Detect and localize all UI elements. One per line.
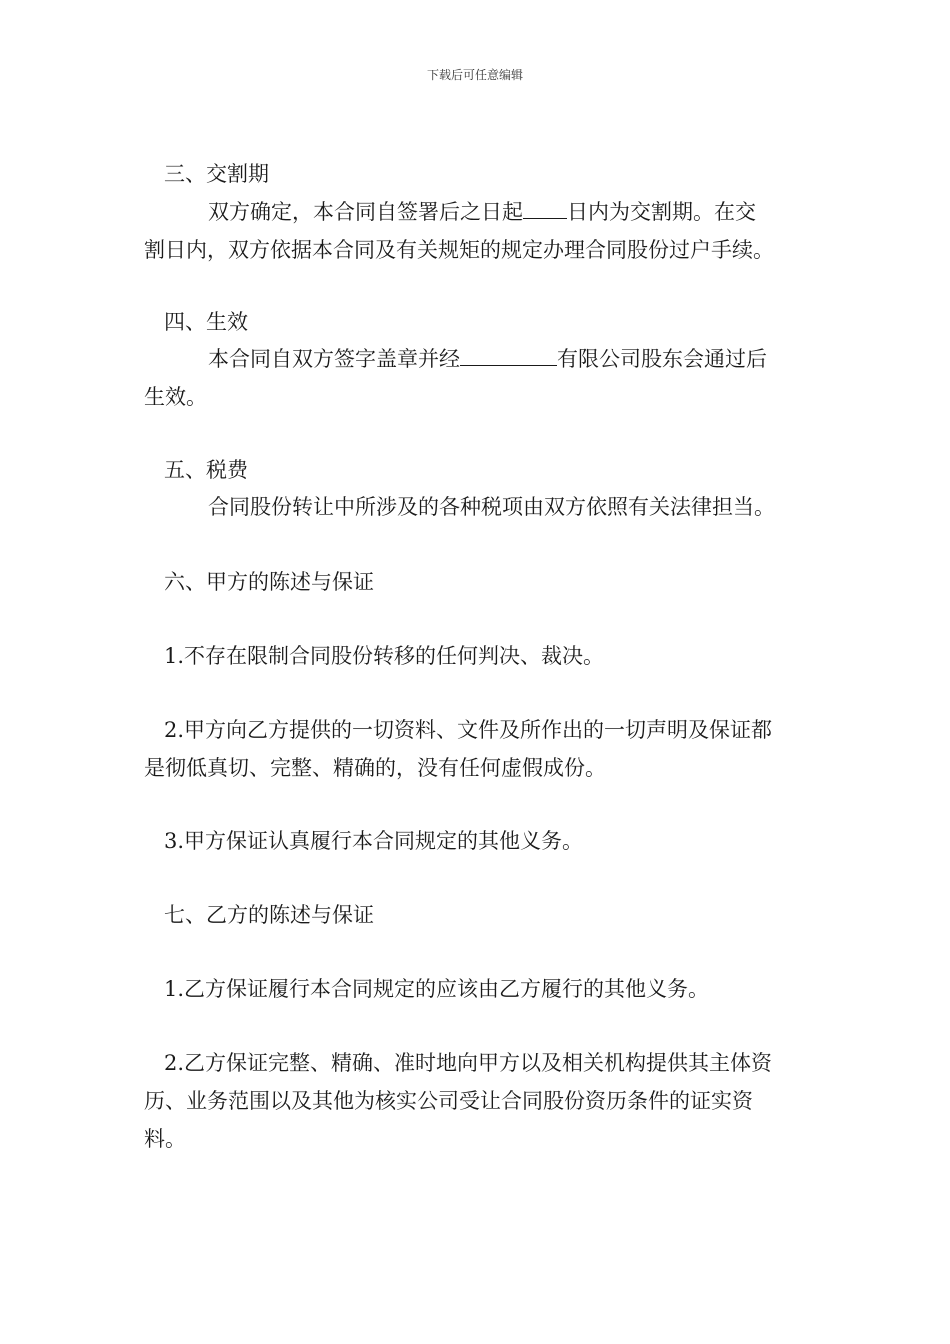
section-6-item-2-line-1: 2.甲方向乙方提供的一切资料、文件及所作出的一切声明及保证都 <box>164 718 773 742</box>
section-7-item-1: 1.乙方保证履行本合同规定的应该由乙方履行的其他义务。 <box>164 977 710 1001</box>
section-6-item-2 <box>144 711 808 787</box>
section-3-paragraph <box>144 193 808 269</box>
section-5-title: 五、税费 <box>164 458 248 482</box>
page-header: 下载后可任意编辑 <box>426 68 523 82</box>
section-5-paragraph: 合同股份转让中所涉及的各种税项由双方依照有关法律担当。 <box>208 495 775 519</box>
section-4-paragraph <box>144 340 808 416</box>
section-7-item-2-line-3: 料。 <box>144 1127 186 1151</box>
section-4-title: 四、生效 <box>164 310 248 334</box>
section-3-text-a: 双方确定，本合同自签署后之日起 <box>208 200 523 224</box>
section-4-text-a: 本合同自双方签字盖章并经 <box>208 347 460 371</box>
section-7-title: 七、乙方的陈述与保证 <box>164 903 374 927</box>
section-7-item-2-line-1: 2.乙方保证完整、精确、准时地向甲方以及相关机构提供其主体资 <box>164 1051 773 1075</box>
section-3-text-c: 割日内，双方依据本合同及有关规矩的规定办理合同股份过户手续。 <box>144 238 774 262</box>
section-6-title: 六、甲方的陈述与保证 <box>164 570 374 594</box>
section-7-item-2 <box>144 1044 808 1158</box>
section-4-text-c: 生效。 <box>144 385 207 409</box>
days-blank-field[interactable] <box>523 196 567 219</box>
section-7-item-2-line-2: 历、业务范围以及其他为核实公司受让合同股份资历条件的证实资 <box>144 1089 753 1113</box>
section-3-text-b: 日内为交割期。在交 <box>567 200 756 224</box>
section-6-item-3: 3.甲方保证认真履行本合同规定的其他义务。 <box>164 829 584 853</box>
section-6-item-2-line-2: 是彻低真切、完整、精确的，没有任何虚假成份。 <box>144 756 606 780</box>
section-3-title: 三、交割期 <box>164 162 269 186</box>
section-4-text-b: 有限公司股东会通过后 <box>557 347 767 371</box>
company-name-blank-field[interactable] <box>460 343 557 366</box>
section-6-item-1: 1.不存在限制合同股份转移的任何判决、裁决。 <box>164 644 605 668</box>
